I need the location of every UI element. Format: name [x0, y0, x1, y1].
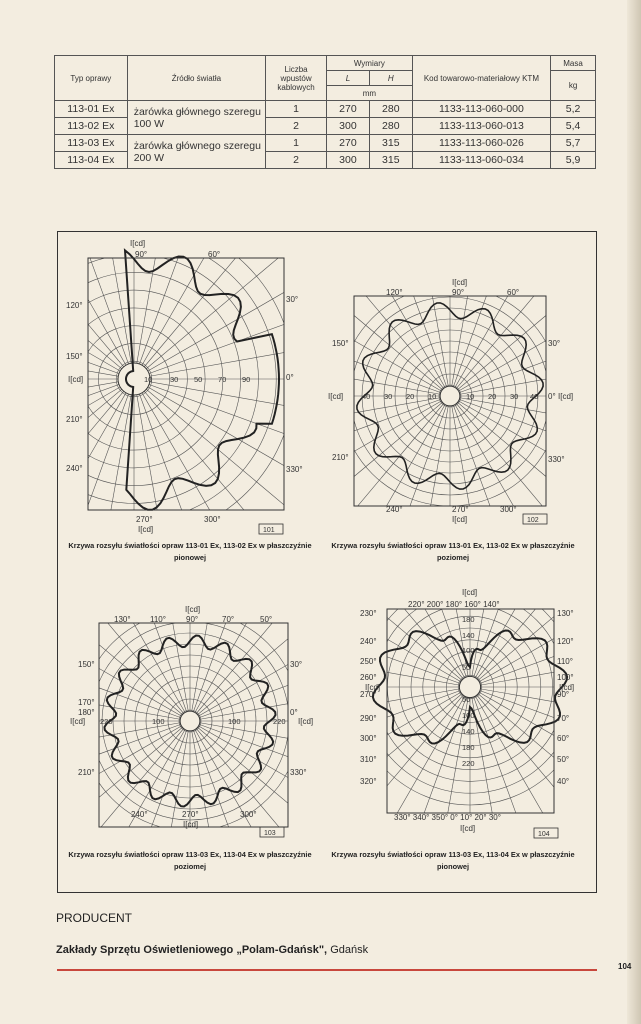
polar-diagram-101	[66, 238, 303, 538]
scale-label: 20	[488, 392, 497, 401]
axis-unit-label-bottom: I[cd]	[460, 824, 476, 833]
angle-label-300: 300°	[240, 810, 257, 819]
axis-unit-label-right: I[cd]	[558, 392, 574, 401]
cell-L: 270	[327, 101, 370, 118]
header-typ: Typ oprawy	[55, 56, 128, 101]
scale-label: 100	[462, 646, 475, 655]
angle-label-210: 210°	[78, 768, 95, 777]
scale-label: 50	[194, 375, 203, 384]
header-L: L	[327, 71, 370, 86]
angle-label-left: 310°	[360, 755, 377, 764]
axis-unit-label-bottom: I[cd]	[138, 525, 154, 534]
cell-H: 315	[369, 135, 412, 152]
angle-label-240: 240°	[386, 505, 403, 514]
polar-diagram-103	[70, 603, 320, 843]
cell-masa: 5,7	[551, 135, 596, 152]
angle-label-240: 240°	[66, 464, 83, 473]
angle-label-130: 130°	[114, 615, 131, 624]
cell-wpusty: 1	[266, 135, 327, 152]
angle-label-330: 330°	[548, 455, 565, 464]
scale-label: 220	[273, 717, 286, 726]
table-row	[55, 101, 596, 118]
scale-label: 50	[462, 695, 471, 704]
angle-label-120: 120°	[386, 288, 403, 297]
angle-label-50: 50°	[260, 615, 273, 624]
cell-kod: 1133-113-060-000	[412, 101, 550, 118]
caption-104: Krzywa rozsyłu światłości opraw 113-03 Ex, 113-04 Ex w płaszczyźnie pionowej	[331, 850, 575, 871]
angle-label-left: 260°	[360, 673, 377, 682]
cell-wpusty: 1	[266, 101, 327, 118]
angle-label-left: 240°	[360, 637, 377, 646]
cell-L: 300	[327, 118, 370, 135]
scale-label: 40	[530, 392, 539, 401]
angle-label-270: 270°	[452, 505, 469, 514]
scale-label: 140	[462, 631, 475, 640]
angle-label-right: 110°	[557, 657, 573, 666]
cell-typ: 113-03 Ex	[55, 135, 128, 152]
cell-typ: 113-01 Ex	[55, 101, 128, 118]
angle-label-170: 170°	[78, 698, 95, 707]
footer-rule	[57, 969, 597, 971]
producer-city: Gdańsk	[330, 944, 369, 956]
polar-diagram-104	[346, 586, 591, 840]
axis-unit-label-left: I[cd]	[365, 683, 381, 692]
page-number: 104	[618, 962, 632, 971]
scale-label: 30	[510, 392, 519, 401]
angle-label-right: 70°	[557, 714, 570, 723]
angle-label-left: 230°	[360, 609, 377, 618]
scale-label: 100	[152, 717, 165, 726]
angle-label-150: 150°	[78, 660, 95, 669]
cell-source: żarówka głównego szeregu 100 W	[127, 101, 265, 135]
angle-label-left: 320°	[360, 777, 377, 786]
cell-kod: 1133-113-060-013	[412, 118, 550, 135]
scale-label: 180	[462, 615, 475, 624]
axis-unit-label-left: I[cd]	[68, 375, 84, 384]
axis-unit-label-left: I[cd]	[70, 717, 86, 726]
scale-label: 220	[462, 759, 475, 768]
scale-label: 100	[228, 717, 241, 726]
scale-label: 70	[218, 375, 227, 384]
axis-unit-label: I[cd]	[130, 239, 146, 248]
cell-kod: 1133-113-060-034	[412, 152, 550, 169]
cell-typ: 113-02 Ex	[55, 118, 128, 135]
angle-label-150: 150°	[66, 352, 83, 361]
cell-L: 300	[327, 152, 370, 169]
cell-H: 280	[369, 118, 412, 135]
caption-101: Krzywa rozsyłu światłości opraw 113-01 Ex, 113-02 Ex w płaszczyźnie pionowej	[68, 541, 312, 562]
cell-H: 280	[369, 101, 412, 118]
caption-102: Krzywa rozsyłu światłości opraw 113-01 Ex, 113-02 Ex w płaszczyźnie poziomej	[331, 541, 575, 562]
scale-label: 140	[462, 727, 475, 736]
header-wymiary: Wymiary	[327, 56, 413, 71]
angle-label-left: 250°	[360, 657, 377, 666]
cell-wpusty: 2	[266, 152, 327, 169]
angle-label-90: 90°	[186, 615, 199, 624]
cell-H: 315	[369, 152, 412, 169]
axis-unit-label-left: I[cd]	[328, 392, 344, 401]
cell-typ: 113-04 Ex	[55, 152, 128, 169]
header-zrodlo: Źródło światła	[127, 56, 265, 101]
angle-label-left: 270°	[360, 690, 377, 699]
scale-label: 90	[242, 375, 251, 384]
angle-label-right: 50°	[557, 755, 570, 764]
angle-label-330: 330°	[290, 768, 307, 777]
angle-label-right: 130°	[557, 609, 574, 618]
bottom-angle-labels: 330° 340° 350° 0° 10° 20° 30°	[394, 813, 501, 822]
scale-label: 180	[462, 743, 475, 752]
scale-label: 10	[428, 392, 437, 401]
angle-label-0: 0°	[548, 392, 556, 401]
angle-label-240: 240°	[131, 810, 148, 819]
angle-label-90: 90°	[452, 288, 465, 297]
axis-unit-label: I[cd]	[185, 605, 201, 614]
axis-unit-label-bottom: I[cd]	[452, 515, 468, 524]
top-angle-labels: 220° 200° 180° 160° 140°	[408, 600, 500, 609]
book-spine-shadow	[627, 0, 641, 1024]
angle-label-60: 60°	[208, 250, 221, 259]
scale-label: 20	[406, 392, 415, 401]
axis-unit-label-right: I[cd]	[559, 683, 575, 692]
angle-label-330: 330°	[286, 465, 303, 474]
angle-label-180: 180°	[78, 708, 95, 717]
angle-label-210: 210°	[66, 415, 83, 424]
scale-label: 30	[384, 392, 393, 401]
angle-label-left: 300°	[360, 734, 377, 743]
caption-103: Krzywa rozsyłu światłości opraw 113-03 Ex, 113-04 Ex w płaszczyźnie poziomej	[68, 850, 312, 871]
scale-label: 220	[100, 717, 113, 726]
producer-line	[56, 944, 368, 956]
angle-label-left: 290°	[360, 714, 377, 723]
angle-label-30: 30°	[286, 295, 299, 304]
angle-label-300: 300°	[204, 515, 221, 524]
diagram-number: 103	[264, 830, 276, 837]
scale-label: 50	[462, 663, 471, 672]
cell-kod: 1133-113-060-026	[412, 135, 550, 152]
cell-source: żarówka głównego szeregu 200 W	[127, 135, 265, 169]
scale-label: 30	[170, 375, 179, 384]
producer-heading: PRODUCENT	[56, 911, 133, 925]
axis-unit-label: I[cd]	[462, 588, 478, 597]
header-masa: Masa	[551, 56, 596, 71]
cell-masa: 5,4	[551, 118, 596, 135]
angle-label-150: 150°	[332, 339, 349, 348]
angle-label-0: 0°	[286, 373, 294, 382]
angle-label-120: 120°	[66, 301, 83, 310]
diagram-number: 104	[538, 831, 550, 838]
axis-unit-label-bottom: I[cd]	[183, 820, 199, 829]
header-mm: mm	[327, 86, 413, 101]
angle-label-30: 30°	[548, 339, 561, 348]
angle-label-90: 90°	[135, 250, 148, 259]
header-H: H	[369, 71, 412, 86]
angle-label-70: 70°	[222, 615, 235, 624]
cell-masa: 5,2	[551, 101, 596, 118]
scale-label: 40	[362, 392, 371, 401]
polar-diagram-102	[328, 276, 574, 528]
scale-label: 100	[462, 711, 475, 720]
angle-label-right: 60°	[557, 734, 570, 743]
scale-label: 10	[144, 375, 153, 384]
angle-label-30: 30°	[290, 660, 303, 669]
diagram-number: 102	[527, 517, 539, 524]
header-kod: Kod towarowo-materiałowy KTM	[412, 56, 550, 101]
angle-label-210: 210°	[332, 453, 349, 462]
angle-label-right: 100°	[557, 673, 574, 682]
angle-label-110: 110°	[150, 615, 166, 624]
angle-label-300: 300°	[500, 505, 517, 514]
header-wpusty: Liczba wpustów kablowych	[266, 56, 327, 101]
angle-label-right: 90°	[557, 690, 570, 699]
angle-label-right: 40°	[557, 777, 570, 786]
axis-unit-label-right: I[cd]	[298, 717, 314, 726]
angle-label-0: 0°	[290, 708, 298, 717]
angle-label-270: 270°	[182, 810, 199, 819]
specification-table	[54, 55, 596, 169]
diagram-number: 101	[263, 527, 275, 534]
cell-wpusty: 2	[266, 118, 327, 135]
axis-unit-label: I[cd]	[452, 278, 468, 287]
table-row	[55, 135, 596, 152]
cell-masa: 5,9	[551, 152, 596, 169]
angle-label-right: 120°	[557, 637, 574, 646]
angle-label-270: 270°	[136, 515, 153, 524]
scale-label: 10	[466, 392, 475, 401]
angle-label-60: 60°	[507, 288, 520, 297]
cell-L: 270	[327, 135, 370, 152]
header-kg: kg	[551, 71, 596, 101]
producer-name: Zakłady Sprzętu Oświetleniowego „Polam-Gdańsk",	[56, 944, 328, 956]
